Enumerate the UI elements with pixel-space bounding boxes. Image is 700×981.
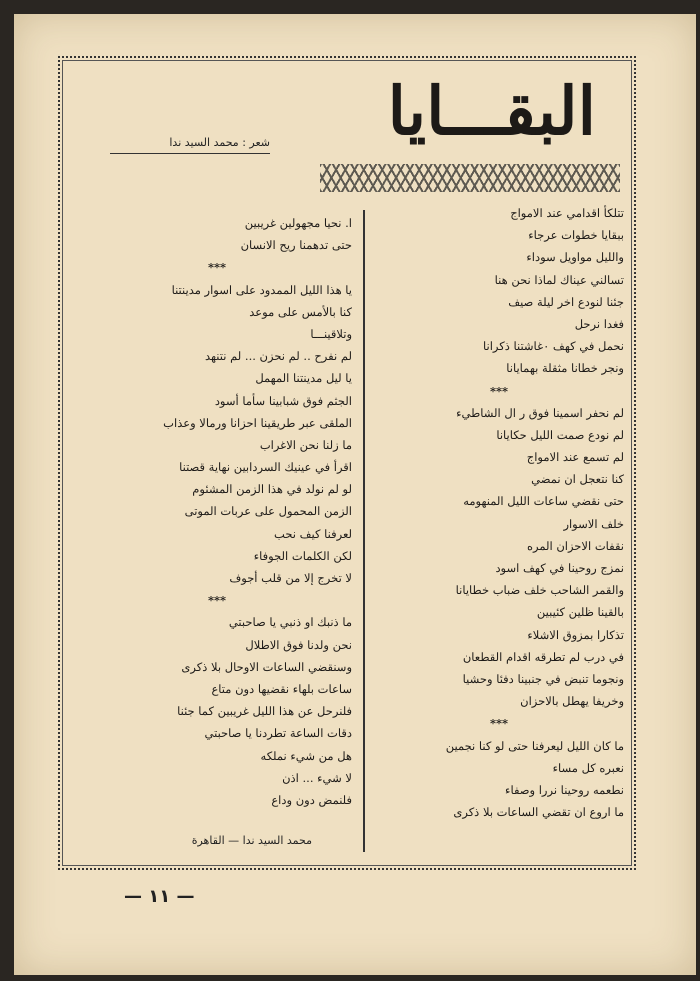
poem-line: لعرفنا كيف نحب: [274, 526, 352, 541]
right-column: [374, 202, 624, 823]
poem-line: حتى تدهمنا ريح الانسان: [240, 238, 352, 253]
poem-line: ببقايا خطوات عرجاء: [528, 228, 624, 243]
poem-line: حتى نقضي ساعات الليل المنهومه: [463, 494, 624, 509]
poem-line: تذكارا بمزوق الاشلاء: [527, 627, 624, 642]
poem-line: نطعمه روحينا نررا وصفاء: [505, 782, 624, 797]
poem-line: نمزج روحينا في كهف اسود: [495, 561, 624, 575]
poem-line: ما اروع ان تقضي الساعات بلا ذكرى: [453, 805, 624, 820]
poem-line: يا هذا الليل الممدود على اسوار مدينتنا: [171, 282, 352, 297]
poem-line: نحمل في كهف ٠غاشتنا ذكرانا: [482, 339, 624, 354]
column-divider: [363, 210, 365, 852]
poem-line: بالقينا ظلين كئيبين: [536, 605, 624, 620]
poem-line: تسالني عيناك لماذا نحن هنا: [494, 272, 624, 287]
author-credit: شعر : محمد السيد ندا: [110, 136, 270, 154]
section-break: ***: [489, 383, 509, 398]
left-column: [82, 212, 352, 811]
poem-line: لا شيء ... اذن: [282, 770, 352, 785]
poem-line: الملقى عبر طريقينا احزانا ورمالا وعذاب: [163, 415, 352, 430]
section-break: ***: [207, 593, 227, 608]
section-break: ***: [207, 260, 227, 275]
poem-line: فغدا نرحل: [574, 316, 624, 331]
poem-line: يا ليل مدينتنا المهمل: [255, 371, 352, 386]
section-break: ***: [489, 716, 509, 731]
poem-line: لو لم نولد في هذا الزمن المشئوم: [192, 482, 352, 497]
poem-line: جئنا لنودع اخر ليلة صيف: [508, 294, 624, 309]
poem-line: ما ذنبك او ذنبي يا صاحبتي: [228, 615, 352, 630]
poem-line: هل من شيء نملكه: [260, 748, 352, 763]
poem-line: نعبره كل مساء: [552, 760, 624, 775]
poem-line: لم نفرح .. لم نحزن ... لم نتنهد: [204, 349, 352, 364]
poem-line: تتلكأ اقدامي عند الامواج: [510, 206, 624, 220]
page-number: — ١١ —: [124, 886, 195, 907]
poem-line: والقمر الشاحب خلف ضباب خطايانا: [455, 583, 624, 598]
poem-line: ا. نحيا مجهولين غريبين: [244, 216, 352, 230]
poem-line: ما كان الليل ليعرفنا حتى لو كنا نجمين: [445, 738, 624, 753]
poem-title: البقـــايا: [387, 72, 596, 150]
signature: محمد السيد ندا — القاهرة: [191, 834, 312, 847]
poem-line: لم نحفر اسمينا فوق ر ال الشاطيء: [456, 405, 624, 420]
poem-line: وخريفا يهطل بالاحزان: [520, 694, 624, 709]
poem-line: نحن ولدنا فوق الاطلال: [245, 637, 352, 652]
poem-line: وتلاقينـــا: [310, 326, 352, 341]
poem-line: ساعات بلهاء نقضيها دون متاع: [211, 681, 352, 696]
poem-line: لا تخرج إلا من قلب أجوف: [229, 571, 352, 585]
poem-line: نقفات الاحزان المره: [526, 538, 624, 553]
poem-line: ونجوما تنبض في جنبينا دفئا وحشيا: [462, 671, 624, 686]
poem-line: دقات الساعة تطردنا يا صاحبتي: [204, 726, 352, 741]
poem-line: لم تسمع عند الامواج: [526, 450, 624, 465]
poem-line: فلنرحل عن هذا الليل غريبين كما جئنا: [177, 704, 352, 719]
poem-line: وسنقضي الساعات الاوحال بلا ذكرى: [181, 659, 352, 674]
poem-line: كنا نتعجل ان نمضي: [531, 472, 624, 487]
poem-line: لم نودع صمت الليل حكايانا: [496, 427, 624, 442]
poem-line: كنا بالأمس على موعد: [249, 304, 352, 319]
poem-line: اقرأ في عينيك السردابين نهاية قصتنا: [179, 460, 352, 475]
poem-line: فلنمض دون وداع: [271, 792, 352, 807]
poem-line: خلف الاسوار: [563, 516, 624, 531]
poem-line: الجثم فوق شبابينا سأما أسود: [214, 393, 352, 408]
magazine-page: [14, 14, 696, 975]
poem-line: الزمن المحمول على عربات الموتى: [184, 504, 352, 519]
title-ornament: [320, 164, 620, 192]
poem-line: والليل مواويل سوداء: [526, 250, 624, 265]
poem-line: ونجر خطانا مثقلة بهمايانا: [506, 361, 624, 376]
poem-line: في درب لم تطرقه اقدام القطعان: [462, 649, 624, 664]
poem-line: ما زلنا نحن الاغراب: [259, 437, 352, 452]
poem-line: لكن الكلمات الجوفاء: [253, 548, 352, 563]
